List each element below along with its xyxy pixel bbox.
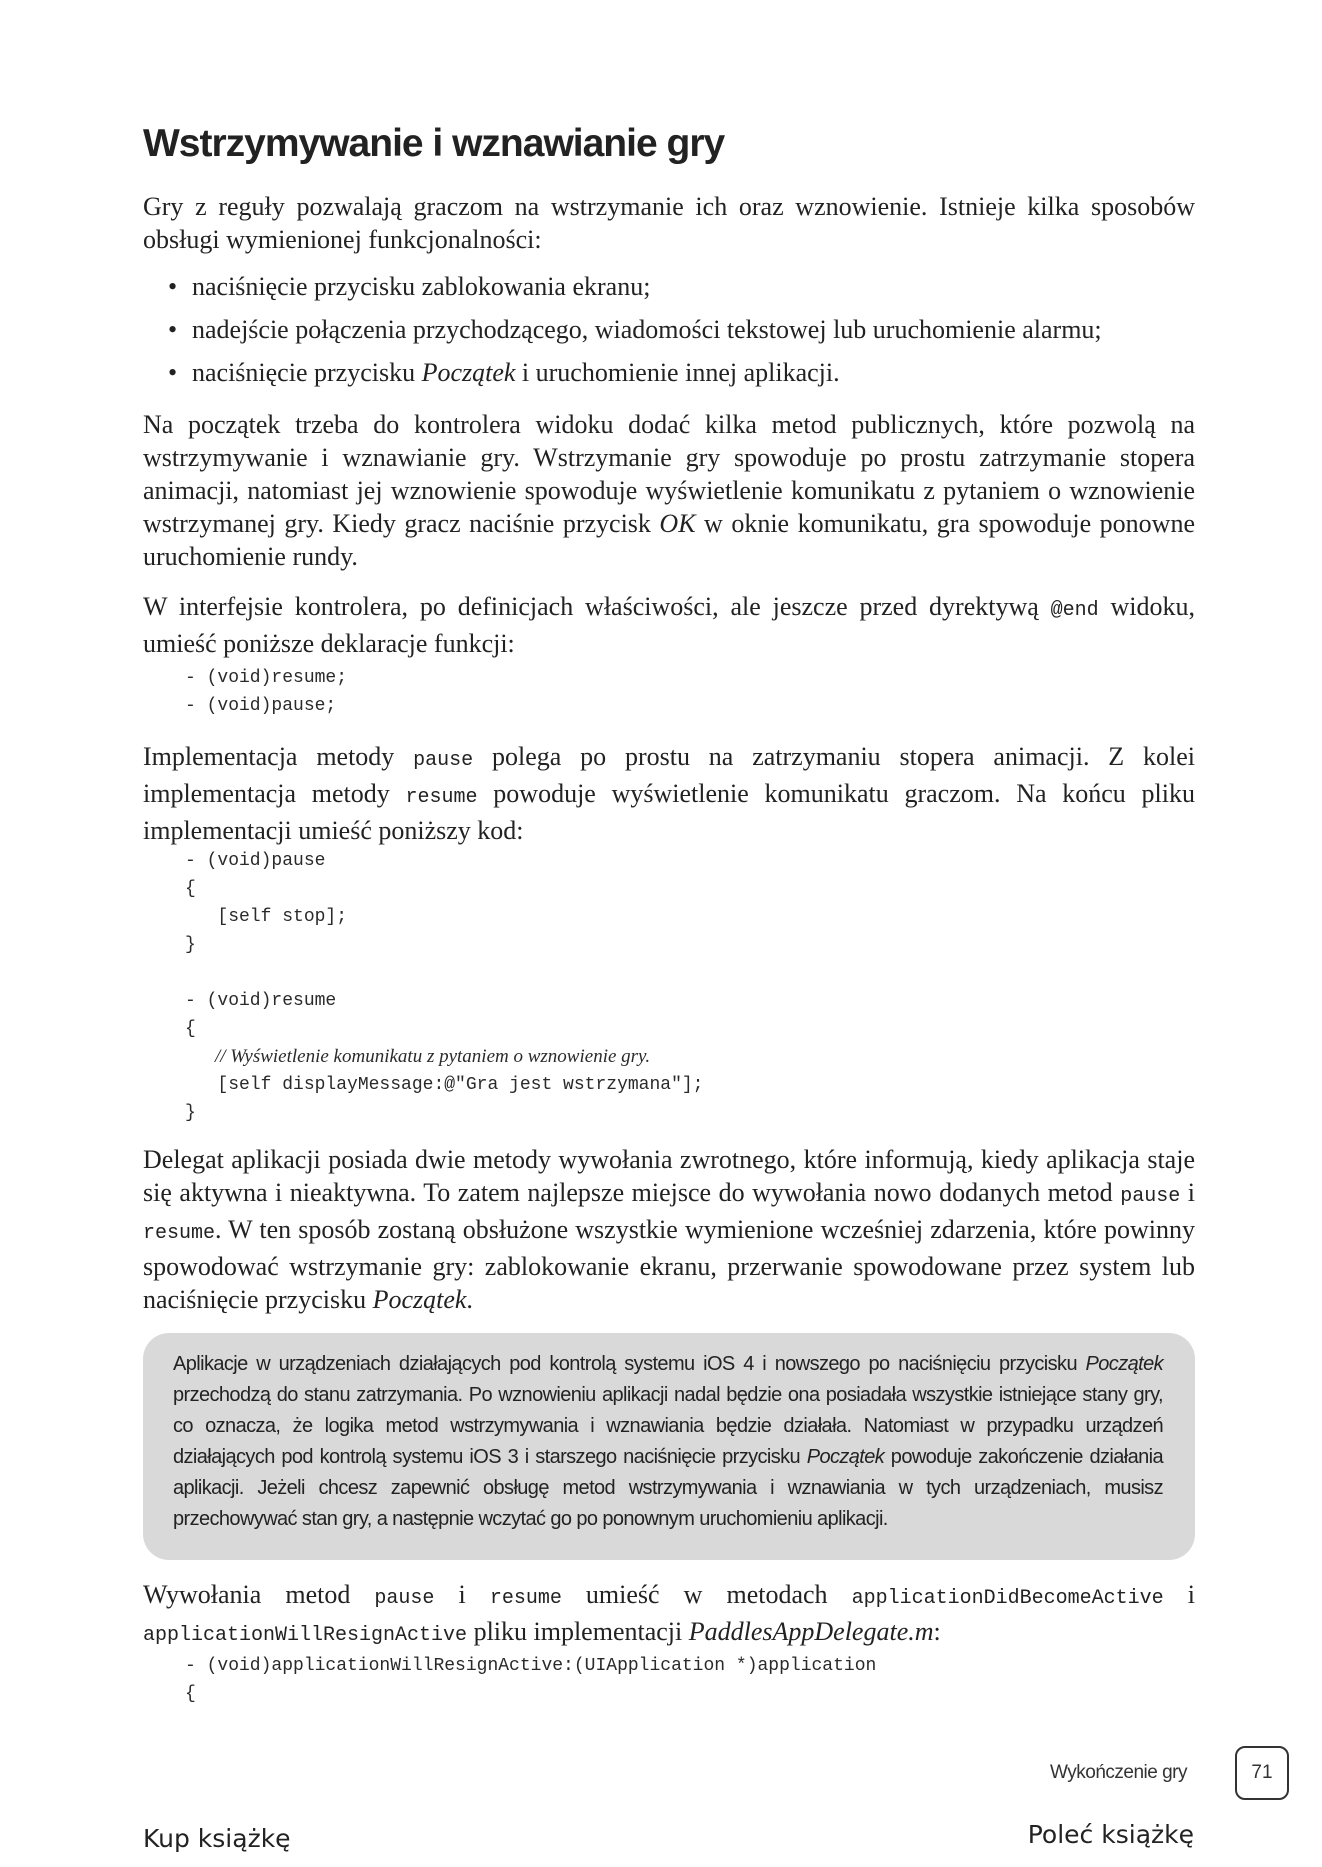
bullet-list — [168, 270, 1198, 399]
bullet-item: • nadejście połączenia przychodzącego, wiadomości tekstowej lub uruchomienie alarmu; — [168, 315, 1102, 344]
running-footer-section: Wykończenie gry — [1050, 1762, 1187, 1783]
paragraph-implementation: Implementacja metody pause polega po prostu na zatrzymaniu stopera animacji. Z kolei implementacja metody resume powoduje wyświetlenie komunikatu graczom. Na końcu pliku implementacji umieść poniższy kod: — [143, 742, 1196, 845]
page-number: 71 — [1235, 1746, 1289, 1800]
bullet-item: • naciśnięcie przycisku zablokowania ekranu; — [168, 272, 651, 301]
paragraph-interface: W interfejsie kontrolera, po definicjach właściwości, ale jeszcze przed dyrektywą @end widoku, umieść poniższe deklaracje funkcji: — [143, 592, 1195, 658]
paragraph-delegate-methods: Wywołania metod pause i resume umieść w metodach applicationDidBecomeActive i applicationWillResignActive pliku implementacji PaddlesAppDelegate.m: — [143, 1580, 1195, 1647]
paragraph-intro-methods: Na początek trzeba do kontrolera widoku dodać kilka metod publicznych, które pozwolą na wstrzymywanie i wznawianie gry. Wstrzymanie gry spowoduje po prostu zatrzymanie stopera animacji, natomiast jej wznowienie spowoduje wyświetlenie komunikatu z pytaniem o wznowienie wstrzymanej gry. Kiedy gracz naciśnie przycisk OK w oknie komunikatu, gra spowoduje ponowne uruchomienie rundy. — [143, 410, 1195, 571]
note-box — [143, 1333, 1195, 1560]
bullet-dot-icon: • — [168, 315, 178, 344]
code-block-pause-resume: - (void)pause { [self stop]; } - (void)resume { // Wyświetlenie komunikatu z pytaniem o wznowienie gry. [self displayMessage:@"Gra jest wstrzymana"]; } — [185, 851, 704, 1123]
intro-paragraph: Gry z reguły pozwalają graczom na wstrzymanie ich oraz wznowienie. Istnieje kilka sposobów obsługi wymienionej funkcjonalności: — [143, 192, 1195, 254]
buy-book-link[interactable]: Kup książkę — [143, 1824, 291, 1853]
note-text: Aplikacje w urządzeniach działających pod kontrolą systemu iOS 4 i nowszego po naciśnięciu przycisku Początek przechodzą do stanu zatrzymania. Po wznowieniu aplikacji nadal będzie ona posiadała wszystkie istniejące stany gry, co oznacza, że logika metod wstrzymywania i wznawiania będzie działała. Natomiast w przypadku urządzeń działających pod kontrolą systemu iOS 3 i starszego naciśnięcie przycisku Początek powoduje zakończenie działania aplikacji. Jeżeli chcesz zapewnić obsługę metod wstrzymywania i wznawiania w tych urządzeniach, musisz przechowywać stan gry, a następnie wczytać go po ponownym uruchomieniu aplikacji. — [173, 1353, 1163, 1530]
bullet-dot-icon: • — [168, 358, 178, 387]
section-title: Wstrzymywanie i wznawianie gry — [143, 122, 725, 165]
recommend-book-link[interactable]: Poleć książkę — [1027, 1820, 1194, 1849]
bullet-dot-icon: • — [168, 272, 178, 301]
code-block-delegate: - (void)applicationWillResignActive:(UIApplication *)application { — [185, 1656, 877, 1704]
paragraph-delegate: Delegat aplikacji posiada dwie metody wywołania zwrotnego, które informują, kiedy aplikacja staje się aktywna i nieaktywna. To zatem najlepsze miejsce do wywołania nowo dodanych metod pause i resume. W ten sposób zostaną obsłużone wszystkie wymienione wcześniej zdarzenia, które powinny spowodować wstrzymanie gry: zablokowanie ekranu, przerwanie spowodowane przez system lub naciśnięcie przycisku Początek. — [143, 1145, 1195, 1314]
bullet-item: • naciśnięcie przycisku Początek i uruchomienie innej aplikacji. — [168, 358, 840, 387]
code-comment: // Wyświetlenie komunikatu z pytaniem o wznowienie gry. — [215, 1046, 651, 1067]
code-block-declarations: - (void)resume; - (void)pause; — [185, 668, 348, 716]
